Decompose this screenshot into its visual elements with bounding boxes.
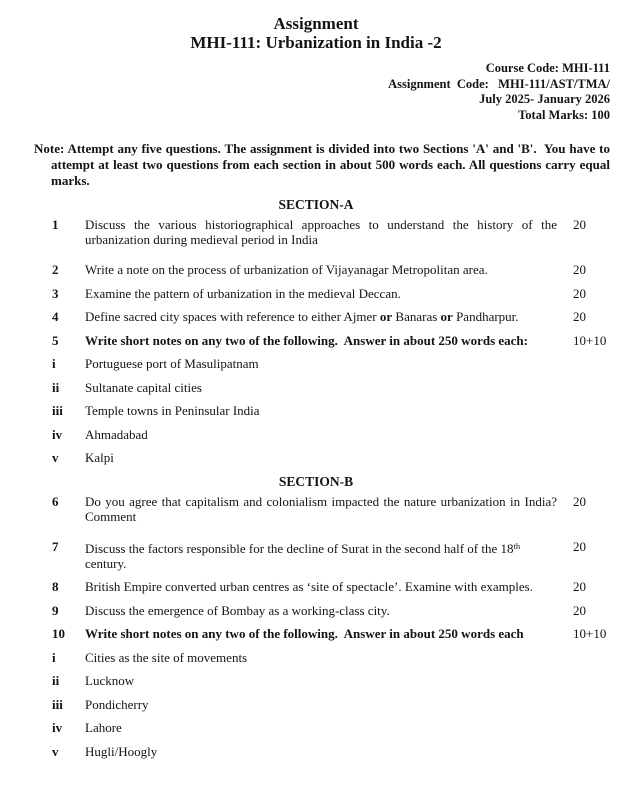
question-row bbox=[0, 494, 632, 524]
question-text: Write short notes on any two of the following. Answer in about 250 words each: bbox=[85, 332, 528, 348]
assignment-code-line: Assignment Code: MHI-111/AST/TMA/ bbox=[388, 76, 610, 91]
question-text: Cities as the site of movements bbox=[85, 649, 248, 665]
question-number: i bbox=[52, 649, 56, 665]
section-heading: SECTION-A bbox=[278, 197, 354, 212]
question-number: i bbox=[52, 356, 56, 371]
question-text: Discuss the factors responsible for the decline of Surat in the second half of the 18th century. bbox=[85, 540, 524, 571]
section-heading: SECTION-B bbox=[278, 473, 354, 489]
question-number: iv bbox=[52, 720, 63, 735]
question-row bbox=[0, 744, 632, 759]
question-number: ii bbox=[52, 379, 60, 395]
question-text: Portuguese port of Masulipatnam bbox=[85, 356, 259, 371]
question-text: Define sacred city spaces with reference to either Ajmer or Banaras or Pandharpur. bbox=[85, 309, 519, 324]
question-text: Hugli/Hoogly bbox=[85, 743, 158, 759]
question-marks: 20 bbox=[573, 493, 586, 509]
question-marks: 20 bbox=[573, 538, 586, 554]
document-header bbox=[0, 14, 632, 52]
session-line: July 2025- January 2026 bbox=[479, 92, 610, 106]
question-row bbox=[0, 603, 632, 618]
sections bbox=[0, 197, 632, 759]
total-marks-line: Total Marks: 100 bbox=[518, 107, 610, 122]
question-text: Discuss the emergence of Bombay as a working-class city. bbox=[85, 602, 390, 618]
question-number: 1 bbox=[52, 217, 59, 232]
question-row bbox=[0, 450, 632, 465]
question-row bbox=[0, 403, 632, 418]
question-text: Pondicherry bbox=[85, 696, 149, 712]
course-code-line: Course Code: MHI-111 bbox=[485, 61, 610, 75]
question-text: Discuss the various historiographical approaches to understand the history of the urbanization during medieval period in India bbox=[85, 217, 561, 247]
course-title: MHI-111: Urbanization in India -2 bbox=[190, 33, 442, 52]
question-marks: 10+10 bbox=[573, 626, 607, 641]
question-marks: 20 bbox=[573, 602, 586, 618]
note-text: Attempt any five questions. The assignment is divided into two Sections 'A' and 'B'. You have to attempt at least two questions from each section in about 500 words each. All questions carry equal marks. bbox=[51, 141, 614, 188]
question-row bbox=[0, 650, 632, 665]
instructions-note bbox=[34, 141, 614, 189]
question-text: Examine the pattern of urbanization in the medieval Deccan. bbox=[85, 285, 401, 301]
note-label: Note: bbox=[34, 141, 65, 156]
question-number: 7 bbox=[52, 538, 59, 554]
question-number: 5 bbox=[52, 332, 59, 348]
question-text: Lahore bbox=[85, 720, 122, 735]
question-row bbox=[0, 286, 632, 301]
question-number: v bbox=[52, 743, 59, 759]
question-marks: 10+10 bbox=[573, 332, 607, 348]
question-number: 8 bbox=[52, 579, 59, 594]
course-meta bbox=[0, 61, 610, 123]
question-number: ii bbox=[52, 673, 60, 688]
question-text: Kalpi bbox=[85, 450, 114, 465]
question-marks: 20 bbox=[573, 579, 586, 594]
question-row bbox=[0, 309, 632, 324]
question-row bbox=[0, 697, 632, 712]
question-row bbox=[0, 333, 632, 348]
question-text: Ahmadabad bbox=[85, 426, 148, 442]
question-marks: 20 bbox=[573, 262, 586, 277]
page-title: Assignment bbox=[273, 14, 359, 33]
question-number: 6 bbox=[52, 493, 59, 509]
question-number: 10 bbox=[52, 626, 65, 641]
question-number: 9 bbox=[52, 602, 59, 618]
question-text: British Empire converted urban centres as ‘site of spectacle’. Examine with examples. bbox=[85, 579, 533, 594]
question-text: Write a note on the process of urbanization of Vijayanagar Metropolitan area. bbox=[85, 262, 488, 277]
question-marks: 20 bbox=[573, 309, 586, 324]
question-number: 3 bbox=[52, 285, 59, 301]
question-text: Temple towns in Peninsular India bbox=[85, 403, 260, 418]
question-row bbox=[0, 427, 632, 442]
question-row bbox=[0, 720, 632, 735]
question-text: Do you agree that capitalism and colonialism impacted the nature urbanization in India? Comment bbox=[85, 493, 561, 524]
question-number: 2 bbox=[52, 262, 59, 277]
question-text: Lucknow bbox=[85, 673, 135, 688]
question-number: 4 bbox=[52, 309, 59, 324]
question-number: iv bbox=[52, 426, 63, 442]
question-row bbox=[0, 579, 632, 594]
question-row bbox=[0, 262, 632, 277]
question-number: iii bbox=[52, 696, 63, 712]
question-row bbox=[0, 356, 632, 371]
question-text: Sultanate capital cities bbox=[85, 379, 202, 395]
question-marks: 20 bbox=[573, 285, 586, 301]
question-row bbox=[0, 673, 632, 688]
question-number: iii bbox=[52, 403, 63, 418]
question-text: Write short notes on any two of the following. Answer in about 250 words each bbox=[85, 626, 524, 641]
question-row bbox=[0, 626, 632, 641]
question-marks: 20 bbox=[573, 217, 586, 232]
question-number: v bbox=[52, 450, 59, 465]
question-row bbox=[0, 380, 632, 395]
question-row bbox=[0, 217, 632, 247]
question-row bbox=[0, 539, 632, 571]
